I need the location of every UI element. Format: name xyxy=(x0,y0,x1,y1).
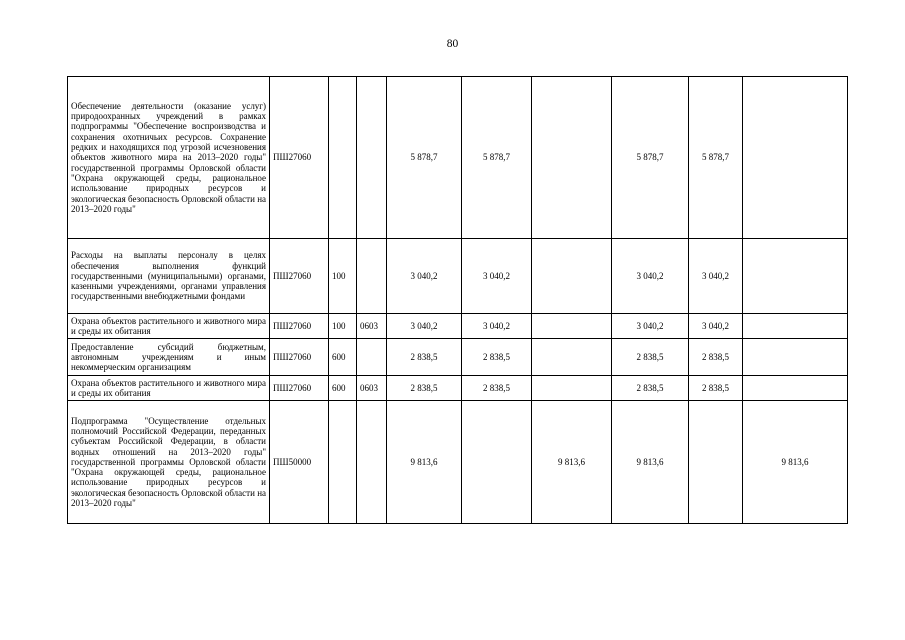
amount-cell xyxy=(743,339,848,376)
target-article-code: ПШ27060 xyxy=(270,376,329,401)
amount-cell: 2 838,5 xyxy=(612,376,689,401)
table-row xyxy=(68,314,848,339)
target-article-code: ПШ27060 xyxy=(270,314,329,339)
table-row xyxy=(68,401,848,524)
expense-type-code: 600 xyxy=(329,339,357,376)
row-description: Обеспечение деятельности (оказание услуг) природоохранных учреждений в рамках подпрограммы "Обеспечение воспроизводства и сохранения охотничьих ресурсов. Сохранение редких и находящихся под угрозой исчезновения объектов животного мира на 2013–2020 годы" государственной программы Орловской области "Охрана окружающей среды, рациональное использование природных ресурсов и экологическая безопасность Орловской области на 2013–2020 годы" xyxy=(68,77,270,239)
expense-type-code xyxy=(329,401,357,524)
amount-cell: 2 838,5 xyxy=(387,376,462,401)
table-row xyxy=(68,376,848,401)
target-article-code: ПШ27060 xyxy=(270,77,329,239)
amount-cell: 2 838,5 xyxy=(462,339,532,376)
amount-cell xyxy=(532,77,612,239)
amount-cell: 5 878,7 xyxy=(689,77,743,239)
section-code: 0603 xyxy=(357,314,387,339)
amount-cell: 2 838,5 xyxy=(387,339,462,376)
amount-cell: 5 878,7 xyxy=(387,77,462,239)
amount-cell: 3 040,2 xyxy=(689,314,743,339)
section-code xyxy=(357,339,387,376)
target-article-code: ПШ50000 xyxy=(270,401,329,524)
amount-cell xyxy=(689,401,743,524)
amount-cell: 9 813,6 xyxy=(387,401,462,524)
amount-cell xyxy=(743,376,848,401)
page-number: 80 xyxy=(446,38,459,50)
table-row xyxy=(68,77,848,239)
section-code xyxy=(357,401,387,524)
section-code xyxy=(357,239,387,314)
amount-cell xyxy=(532,239,612,314)
amount-cell: 5 878,7 xyxy=(612,77,689,239)
budget-table xyxy=(67,76,848,524)
section-code: 0603 xyxy=(357,376,387,401)
amount-cell xyxy=(743,314,848,339)
amount-cell xyxy=(532,314,612,339)
expense-type-code: 100 xyxy=(329,314,357,339)
row-description: Расходы на выплаты персоналу в целях обеспечения выполнения функций государственными (муниципальными) органами, казенными учреждениями, органами управления государственными внебюджетными фондами xyxy=(68,239,270,314)
expense-type-code xyxy=(329,77,357,239)
amount-cell: 2 838,5 xyxy=(462,376,532,401)
amount-cell xyxy=(743,77,848,239)
amount-cell xyxy=(743,239,848,314)
amount-cell: 5 878,7 xyxy=(462,77,532,239)
section-code xyxy=(357,77,387,239)
amount-cell: 2 838,5 xyxy=(612,339,689,376)
amount-cell: 3 040,2 xyxy=(387,239,462,314)
expense-type-code: 600 xyxy=(329,376,357,401)
amount-cell xyxy=(532,376,612,401)
amount-cell: 9 813,6 xyxy=(532,401,612,524)
amount-cell: 3 040,2 xyxy=(462,239,532,314)
amount-cell: 3 040,2 xyxy=(462,314,532,339)
amount-cell: 3 040,2 xyxy=(689,239,743,314)
amount-cell: 3 040,2 xyxy=(612,239,689,314)
amount-cell xyxy=(462,401,532,524)
target-article-code: ПШ27060 xyxy=(270,339,329,376)
row-description: Охрана объектов растительного и животного мира и среды их обитания xyxy=(68,376,270,401)
amount-cell: 2 838,5 xyxy=(689,376,743,401)
target-article-code: ПШ27060 xyxy=(270,239,329,314)
amount-cell: 3 040,2 xyxy=(387,314,462,339)
amount-cell: 9 813,6 xyxy=(612,401,689,524)
table-row xyxy=(68,239,848,314)
amount-cell: 3 040,2 xyxy=(612,314,689,339)
table-row xyxy=(68,339,848,376)
row-description: Подпрограмма "Осуществление отдельных полномочий Российской Федерации, переданных субъектам Российской Федерации, в области водных отношений на 2013–2020 годы" государственной программы Орловской области "Охрана окружающей среды, рациональное использование природных ресурсов и экологическая безопасность Орловской области на 2013–2020 годы" xyxy=(68,401,270,524)
amount-cell: 9 813,6 xyxy=(743,401,848,524)
amount-cell: 2 838,5 xyxy=(689,339,743,376)
row-description: Предоставление субсидий бюджетным, автономным учреждениям и иным некоммерческим организациям xyxy=(68,339,270,376)
amount-cell xyxy=(532,339,612,376)
row-description: Охрана объектов растительного и животного мира и среды их обитания xyxy=(68,314,270,339)
expense-type-code: 100 xyxy=(329,239,357,314)
